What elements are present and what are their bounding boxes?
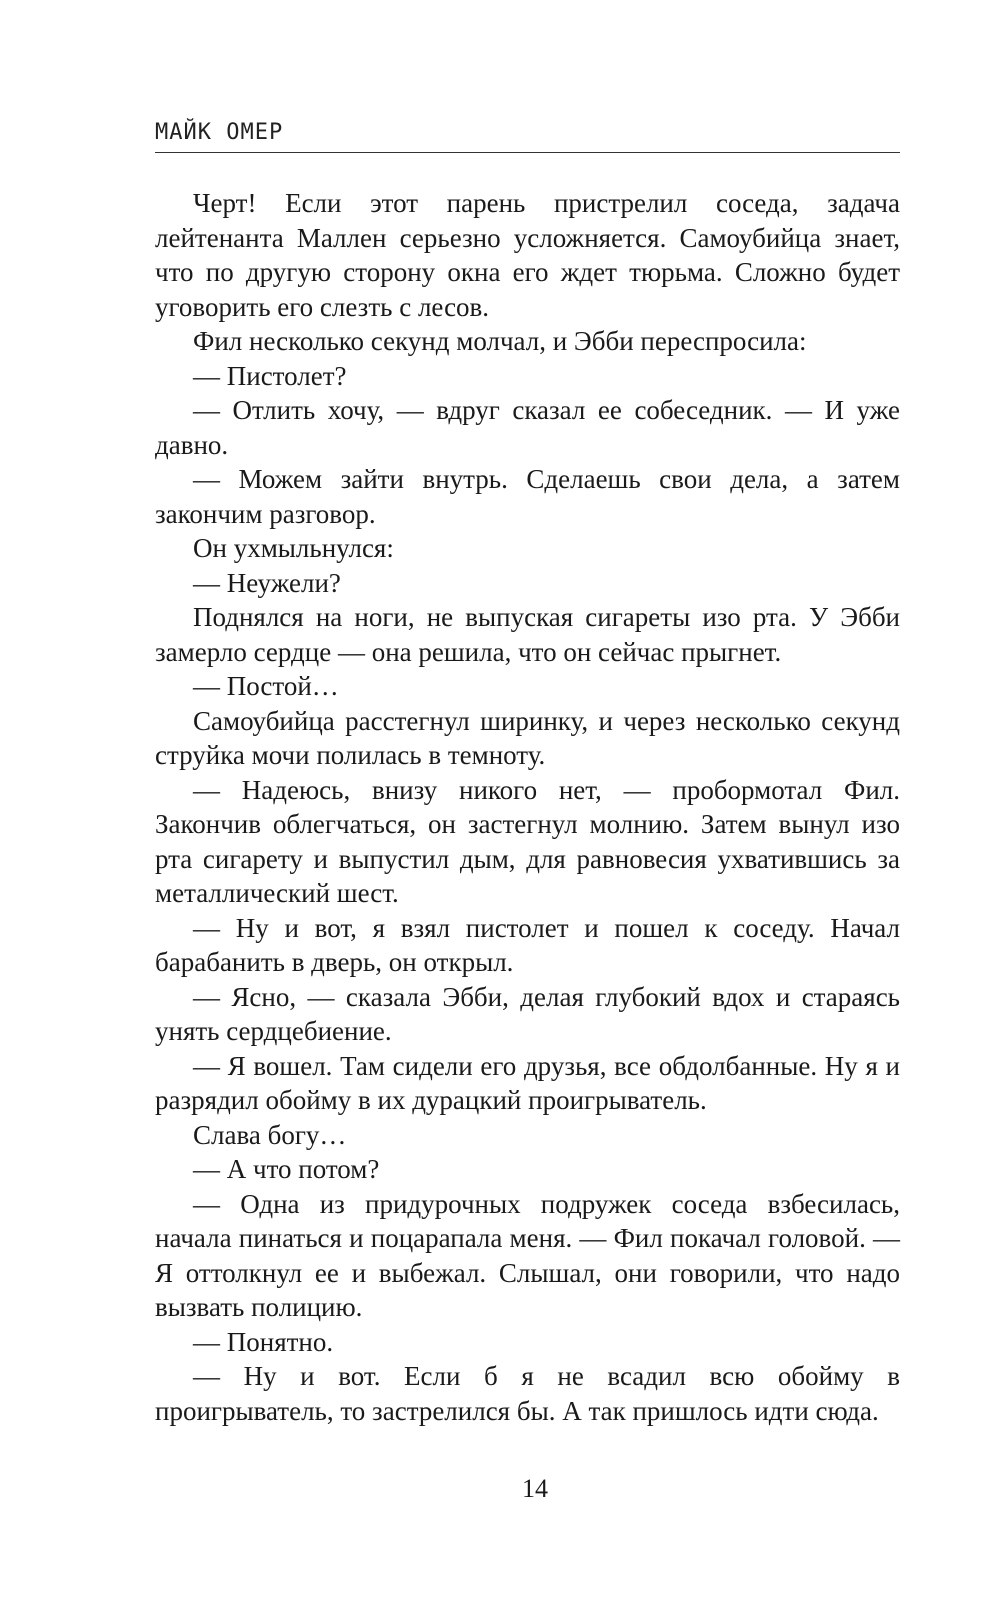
paragraph: Поднялся на ноги, не выпуская сигареты изо рта. У Эбби замерло сердце — она решила, что он сейчас прыгнет. [155,602,900,667]
paragraph: Фил несколько секунд молчал, и Эбби переспросила: [193,326,807,356]
paragraph: — Ясно, — сказала Эбби, делая глубокий вдох и стараясь унять сердцебиение. [155,981,900,1046]
paragraph: — А что потом? [193,1154,380,1184]
paragraph: — Ну и вот. Если б я не всадил всю обойму в проигрыватель, то застрелился бы. А так пришлось идти сюда. [155,1361,900,1426]
paragraph: Черт! Если этот парень пристрелил соседа, задача лейтенанта Маллен серьезно усложняется. Самоубийца знает, что по другую сторону окна его ждет тюрьма. Сложно будет уговорить его слезть с лесов. [155,188,900,322]
body-text [155,186,900,1428]
page-number: 14 [522,1474,548,1503]
paragraph: — Неужели? [193,567,341,598]
paragraph: — Понятно. [193,1326,334,1357]
author-name: МАЙК ОМЕР [155,120,284,145]
header-rule [155,152,900,153]
running-header [155,118,900,153]
paragraph: Самоубийца расстегнул ширинку, и через несколько секунд струйка мочи полилась в темноту. [155,705,900,770]
paragraph: — Постой… [193,671,339,701]
paragraph: — Ну и вот, я взял пистолет и пошел к соседу. Начал барабанить в дверь, он открыл. [155,912,900,977]
paragraph: — Можем зайти внутрь. Сделаешь свои дела, а затем закончим разговор. [155,464,900,529]
paragraph: — Надеюсь, внизу никого нет, — пробормотал Фил. Закончив облегчаться, он застегнул молнию. Затем вынул изо рта сигарету и выпустил дым, для равновесия ухватившись за металлический шест. [155,774,900,908]
paragraph: — Одна из придурочных подружек соседа взбесилась, начала пинаться и поцарапала меня. — Фил покачал головой. — Я оттолкнул ее и выбежал. Слышал, они говорили, что надо вызвать полицию. [155,1188,900,1322]
paragraph: Слава богу… [193,1119,347,1150]
paragraph: — Отлить хочу, — вдруг сказал ее собеседник. — И уже давно. [155,395,900,460]
paragraph: — Пистолет? [193,360,347,391]
paragraph: Он ухмыльнулся: [193,533,394,563]
paragraph: — Я вошел. Там сидели его друзья, все обдолбанные. Ну я и разрядил обойму в их дурацкий проигрыватель. [155,1050,900,1115]
